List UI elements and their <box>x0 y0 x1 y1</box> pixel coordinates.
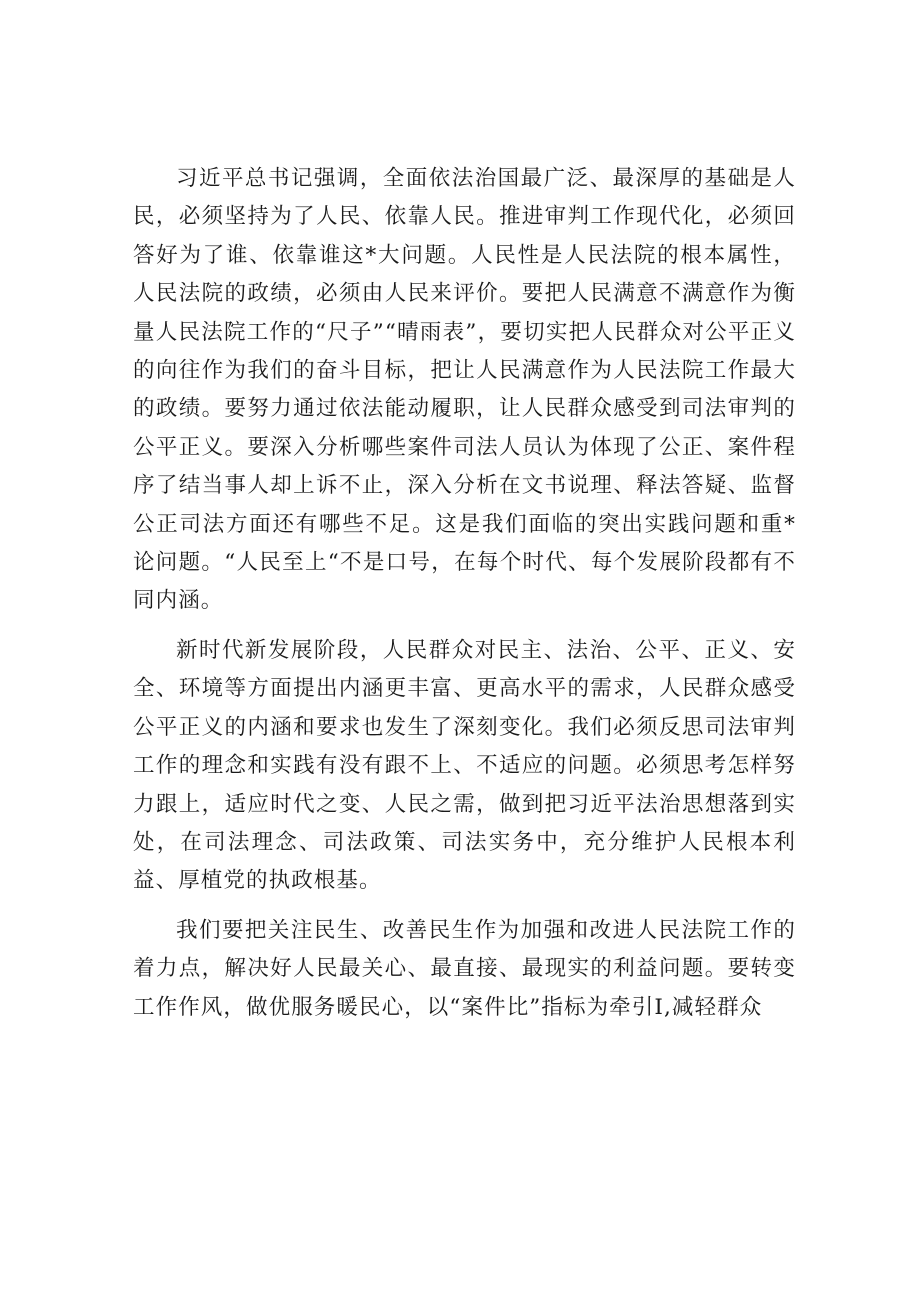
paragraph-1: 习近平总书记强调，全面依法治国最广泛、最深厚的基础是人民，必须坚持为了人民、依靠人民。推进审判工作现代化，必须回答好为了谁、依靠谁这*大问题。人民性是人民法院的根本属性，人民法院的政绩，必须由人民来评价。要把人民满意不满意作为衡量人民法院工作的“尺子”“晴雨表”，要切实把人民群众对公平正义的向往作为我们的奋斗目标，把让人民满意作为人民法院工作最大的政绩。要努力通过依法能动履职，让人民群众感受到司法审判的公平正义。要深入分析哪些案件司法人员认为体现了公正、案件程序了结当事人却上诉不止，深入分析在文书说理、释法答疑、监督公正司法方面还有哪些不足。这是我们面临的突出实践问题和重*论问题。“人民至上“不是口号，在每个时代、每个发展阶段都有不同内涵。 <box>133 166 796 614</box>
paragraph-2: 新时代新发展阶段，人民群众对民主、法治、公平、正义、安全、环境等方面提出内涵更丰富、更高水平的需求，人民群众感受公平正义的内涵和要求也发生了深刻变化。我们必须反思司法审判工作的理念和实践有没有跟不上、不适应的问题。必须思考怎样努力跟上，适应时代之变、人民之需，做到把习近平法治思想落到实处，在司法理念、司法政策、司法实务中，充分维护人民根本利益、厚植党的执政根基。 <box>133 637 796 894</box>
document-body <box>133 160 796 1027</box>
paragraph-3: 我们要把关注民生、改善民生作为加强和改进人民法院工作的着力点，解决好人民最关心、最直接、最现实的利益问题。要转变工作作风，做优服务暖民心，以“案件比”指标为牵引I,减轻群众 <box>133 917 796 1020</box>
